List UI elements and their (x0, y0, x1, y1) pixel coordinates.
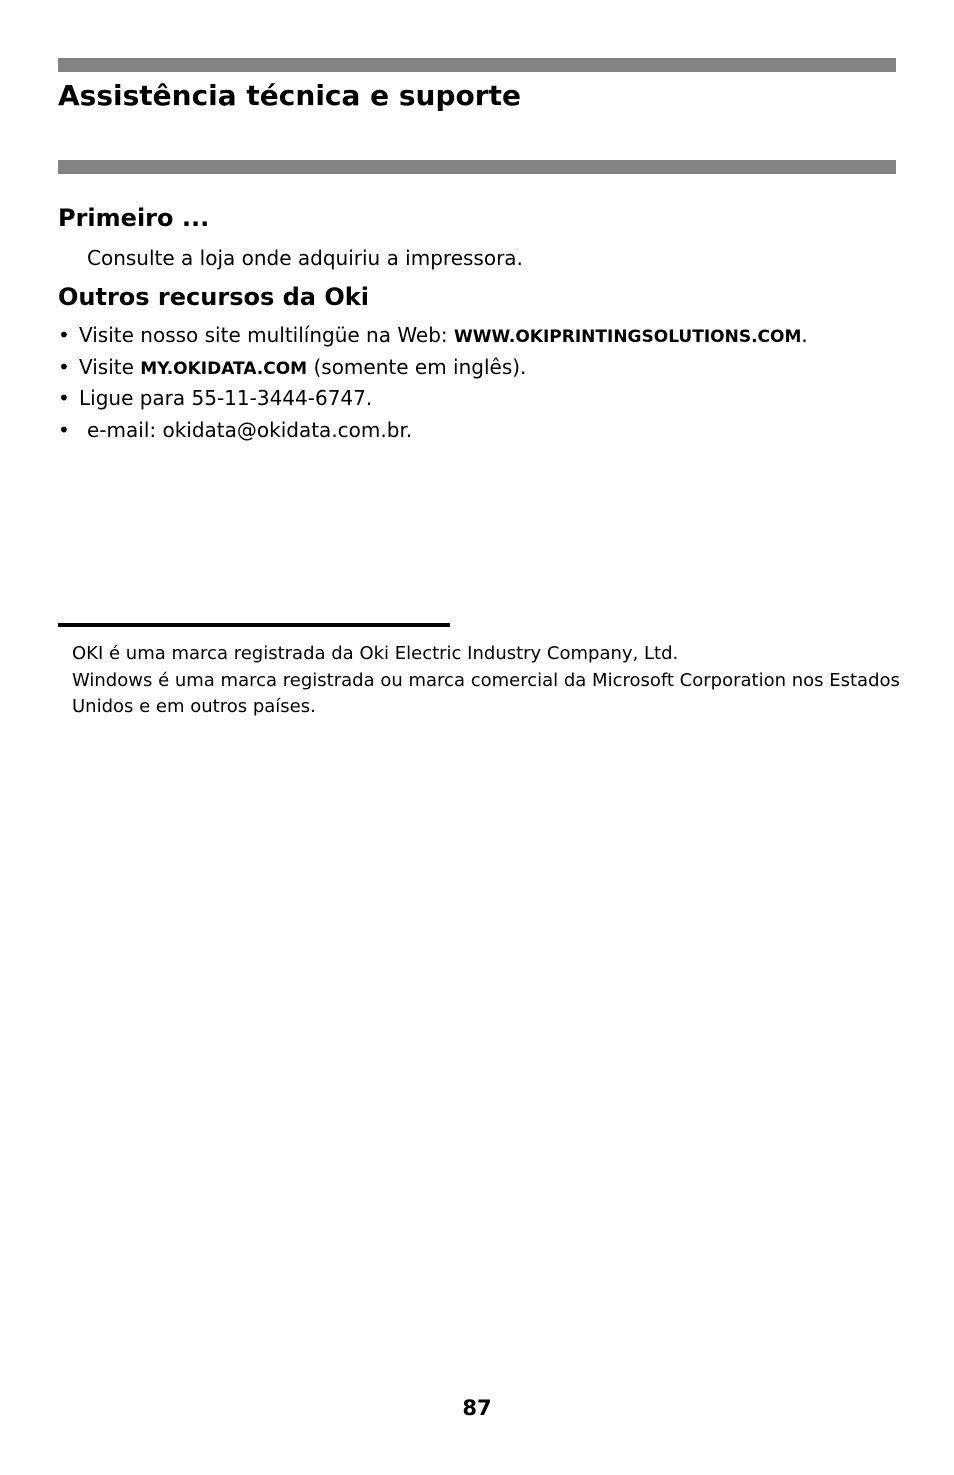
top-divider-bar (58, 58, 896, 72)
bullet-marker: • (58, 354, 70, 379)
website-prefix-text: Visite nosso site multilíngüe na Web: (79, 323, 455, 347)
page-title: Assistência técnica e suporte (58, 79, 521, 112)
heading-first: Primeiro ... (58, 204, 210, 232)
website-link[interactable]: WWW.OKIPRINTINGSOLUTIONS.COM (454, 327, 802, 347)
first-instruction-text: Consulte a loja onde adquiriu a impressora. (87, 246, 523, 270)
list-item-phone (58, 384, 808, 416)
footnote-oki-trademark: OKI é uma marca registrada da Oki Electric Industry Company, Ltd. (72, 643, 679, 664)
bullet-marker: • (58, 386, 70, 410)
footnotes (72, 641, 902, 721)
page-number: 87 (462, 1396, 492, 1420)
bullet-marker: • (58, 323, 70, 347)
list-item-website (58, 321, 808, 353)
phone-text: Ligue para 55-11-3444-6747. (79, 386, 373, 410)
website-suffix-text: . (801, 323, 808, 347)
my-okidata-prefix-text: Visite (79, 354, 141, 379)
list-item-email (58, 416, 808, 448)
my-okidata-suffix-text: (somente em inglês). (307, 354, 527, 379)
resources-list (58, 321, 808, 447)
footnote-windows-trademark: Windows é uma marca registrada ou marca comercial da Microsoft Corporation nos Estados Unidos e em outros países. (72, 669, 900, 717)
list-item-my-okidata (58, 353, 808, 385)
heading-other-resources: Outros recursos da Oki (58, 283, 369, 311)
footnote-separator (58, 623, 450, 627)
section-divider-bar (58, 160, 896, 174)
email-text: e-mail: okidata@okidata.com.br. (87, 417, 413, 442)
bullet-marker: • (58, 417, 70, 442)
my-okidata-link[interactable]: MY.OKIDATA.COM (140, 358, 308, 379)
